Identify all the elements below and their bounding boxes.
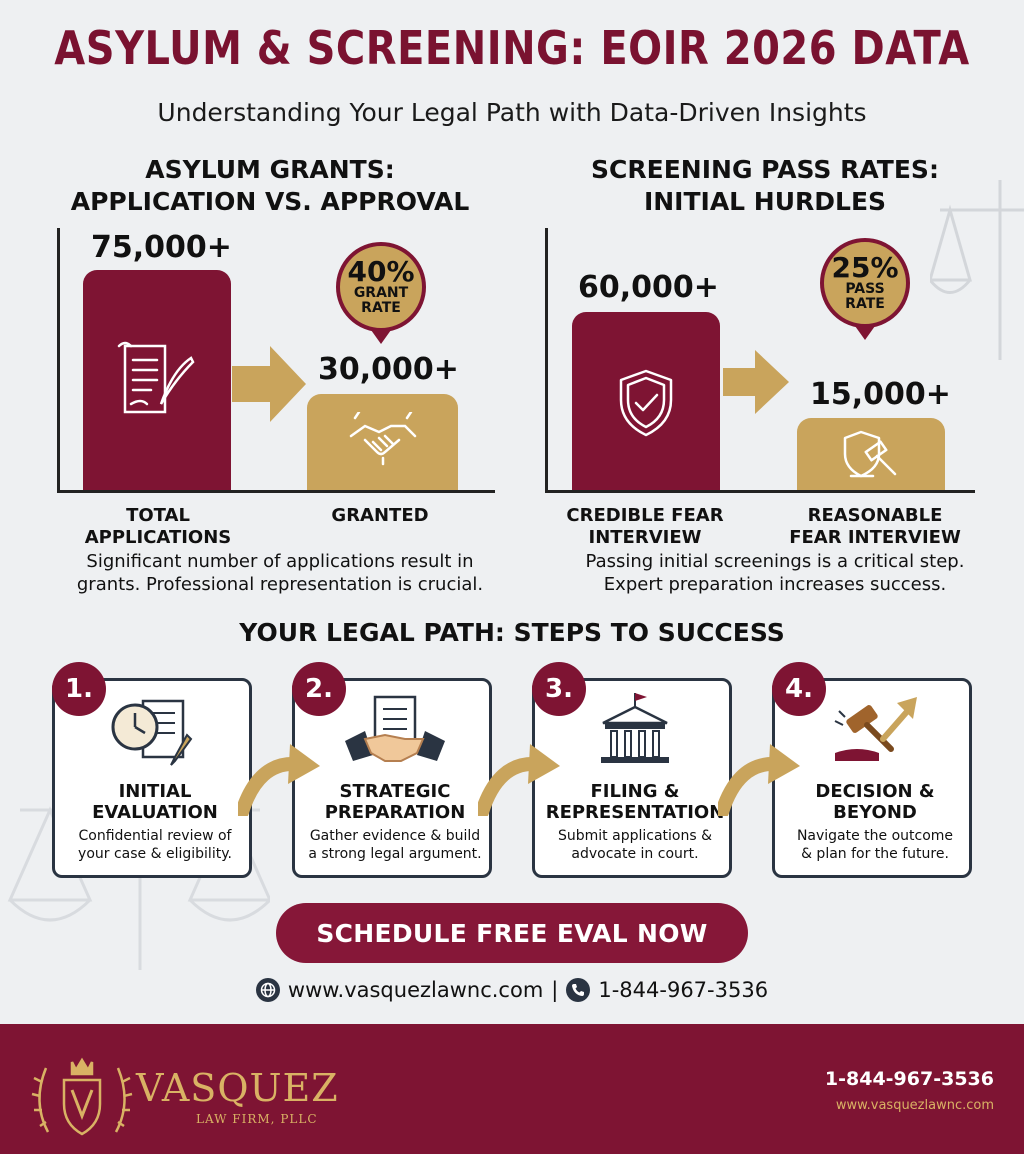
step-2-title-line1: STRATEGIC bbox=[339, 781, 451, 802]
step-4-title-line1: DECISION & bbox=[815, 781, 935, 802]
asylum-label1-line2: APPLICATIONS bbox=[84, 527, 232, 548]
step-arrow-2-icon bbox=[478, 742, 560, 816]
step-4-desc bbox=[775, 827, 975, 863]
footer-phone[interactable]: 1-844-967-3536 bbox=[824, 1068, 994, 1090]
step-3-desc-line1: Submit applications & bbox=[558, 828, 712, 844]
step-1-title-line1: INITIAL bbox=[118, 781, 192, 802]
step-3-title-line1: FILING & bbox=[590, 781, 680, 802]
asylum-section-title bbox=[40, 154, 500, 218]
step-1-desc bbox=[55, 827, 255, 863]
step-4-title bbox=[775, 781, 975, 823]
shield-check-icon bbox=[616, 368, 676, 438]
screening-bar1-value: 60,000+ bbox=[578, 270, 719, 305]
screening-x-axis bbox=[545, 490, 975, 493]
step-4-desc-line1: Navigate the outcome bbox=[796, 828, 954, 844]
step-2-desc bbox=[295, 827, 495, 863]
step-2-number: 2. bbox=[292, 662, 346, 716]
page-subtitle: Understanding Your Legal Path with Data-Driven Insights bbox=[157, 98, 867, 127]
steps-section-title: YOUR LEGAL PATH: STEPS TO SUCCESS bbox=[239, 618, 785, 647]
screening-credible-fear-bar bbox=[572, 312, 720, 490]
asylum-bar2-value: 30,000+ bbox=[318, 352, 459, 387]
grant-rate-word2: RATE bbox=[361, 300, 401, 316]
pass-rate-pct: 25% bbox=[831, 251, 899, 284]
screening-label-reasonable-fear bbox=[780, 505, 970, 549]
screening-label1-line1: CREDIBLE FEAR bbox=[566, 505, 724, 526]
screening-y-axis bbox=[545, 228, 548, 493]
screening-label-credible-fear bbox=[560, 505, 730, 549]
step-3-title-line2: REPRESENTATION bbox=[545, 802, 725, 823]
asylum-label-applications bbox=[68, 505, 248, 549]
handshake-icon bbox=[347, 412, 419, 468]
contact-separator: | bbox=[551, 978, 559, 1002]
screening-bar2-value: 15,000+ bbox=[810, 377, 951, 412]
step-1-desc-line1: Confidential review of bbox=[78, 828, 232, 844]
asylum-title-line2: APPLICATION VS. APPROVAL bbox=[70, 187, 470, 216]
screening-reasonable-fear-bar bbox=[797, 418, 945, 490]
gavel-shield-icon bbox=[843, 428, 899, 480]
asylum-desc-line2: grants. Professional representation is crucial. bbox=[76, 574, 484, 595]
schedule-eval-button[interactable]: SCHEDULE FREE EVAL NOW bbox=[276, 903, 748, 963]
step-4-number: 4. bbox=[772, 662, 826, 716]
contact-line bbox=[0, 978, 1024, 1002]
step-1-desc-line2: your case & eligibility. bbox=[78, 846, 232, 862]
step-4-title-line2: BEYOND bbox=[833, 802, 917, 823]
asylum-y-axis bbox=[57, 228, 60, 493]
screening-label2-line2: FEAR INTERVIEW bbox=[789, 527, 961, 548]
asylum-desc-line1: Significant number of applications result in bbox=[86, 551, 474, 572]
contact-website[interactable]: www.vasquezlawnc.com bbox=[287, 978, 544, 1002]
asylum-bar1-value: 75,000+ bbox=[91, 230, 232, 265]
screening-section-title bbox=[540, 154, 990, 218]
screening-desc-line2: Expert preparation increases success. bbox=[603, 574, 947, 595]
pass-rate-word2: RATE bbox=[845, 296, 885, 312]
asylum-granted-bar bbox=[307, 394, 458, 490]
handshake-document-icon bbox=[345, 695, 445, 771]
asylum-title-line1: ASYLUM GRANTS: bbox=[145, 155, 395, 184]
clock-document-icon bbox=[109, 695, 201, 771]
screening-desc-line1: Passing initial screenings is a critical step. bbox=[585, 551, 965, 572]
step-arrow-1-icon bbox=[238, 742, 320, 816]
globe-icon bbox=[256, 978, 280, 1002]
step-arrow-3-icon bbox=[718, 742, 800, 816]
asylum-description bbox=[40, 550, 520, 596]
step-3-desc bbox=[535, 827, 735, 863]
screening-label1-line2: INTERVIEW bbox=[588, 527, 702, 548]
grant-rate-word1: GRANT bbox=[353, 285, 409, 301]
screening-title-line1: SCREENING PASS RATES: bbox=[591, 155, 939, 184]
firm-logo-sub: LAW FIRM, PLLC bbox=[196, 1112, 318, 1126]
contact-phone[interactable]: 1-844-967-3536 bbox=[598, 978, 769, 1002]
footer bbox=[0, 1024, 1024, 1154]
asylum-applications-bar bbox=[83, 270, 231, 490]
step-2-title-line2: PREPARATION bbox=[324, 802, 466, 823]
document-quill-icon bbox=[113, 340, 199, 420]
asylum-label-granted: GRANTED bbox=[331, 505, 429, 526]
step-3-number: 3. bbox=[532, 662, 586, 716]
screening-arrow-icon bbox=[723, 350, 789, 414]
asylum-label1-line1: TOTAL bbox=[126, 505, 190, 526]
gavel-arrow-icon bbox=[831, 691, 921, 771]
step-2-title bbox=[295, 781, 495, 823]
page-title: ASYLUM & SCREENING: EOIR 2026 DATA bbox=[54, 22, 970, 76]
footer-website[interactable]: www.vasquezlawnc.com bbox=[835, 1098, 994, 1113]
grant-rate-badge bbox=[336, 242, 426, 332]
asylum-x-axis bbox=[57, 490, 495, 493]
step-3-desc-line2: advocate in court. bbox=[571, 846, 699, 862]
step-4-desc-line2: & plan for the future. bbox=[801, 846, 949, 862]
screening-label2-line1: REASONABLE bbox=[807, 505, 943, 526]
asylum-arrow-icon bbox=[232, 346, 306, 422]
firm-crest-logo bbox=[28, 1042, 136, 1146]
grant-rate-pct: 40% bbox=[347, 255, 415, 288]
step-1-title-line2: EVALUATION bbox=[92, 802, 218, 823]
step-2-desc-line1: Gather evidence & build bbox=[309, 828, 481, 844]
step-1-title bbox=[55, 781, 255, 823]
firm-logo-name: VASQUEZ bbox=[136, 1066, 339, 1110]
pass-rate-word1: PASS bbox=[845, 281, 885, 297]
step-2-desc-line2: a strong legal argument. bbox=[308, 846, 482, 862]
pass-rate-badge bbox=[820, 238, 910, 328]
step-1-number: 1. bbox=[52, 662, 106, 716]
screening-description bbox=[540, 550, 1010, 596]
courthouse-icon bbox=[599, 691, 671, 771]
phone-icon bbox=[566, 978, 590, 1002]
step-3-title bbox=[535, 781, 735, 823]
screening-title-line2: INITIAL HURDLES bbox=[643, 187, 887, 216]
